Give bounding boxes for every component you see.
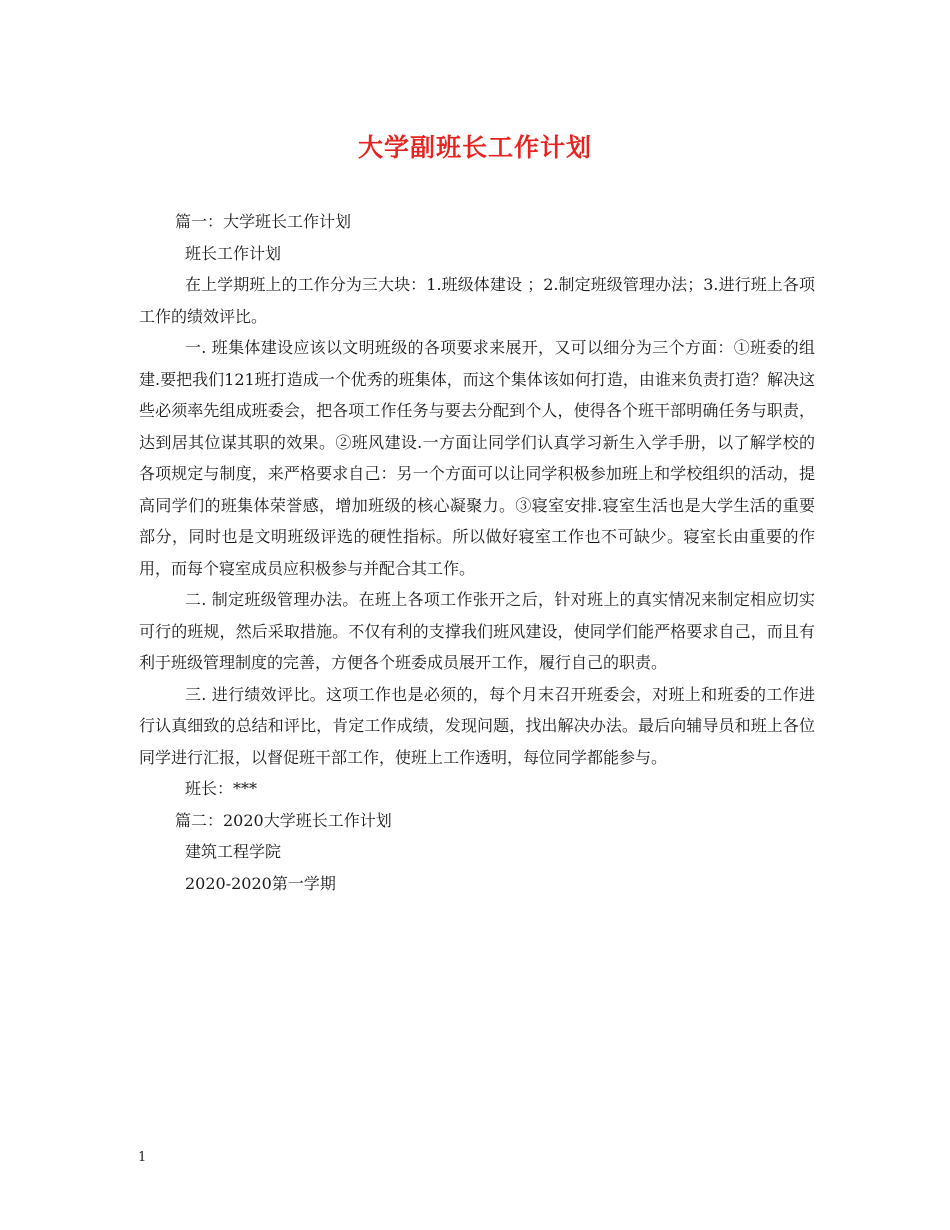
signature-line: 班长：*** [185, 779, 258, 798]
paragraph: 二. 制定班级管理办法。在班上各项工作张开之后，针对班上的真实情况来制定相应切实可行的班规，然后采取措施。不仅有利的支撑我们班风建设，使同学们能严格要求自己，而且有利于班级管理制度的完善，方便各个班委成员展开工作，履行自己的职责。 [139, 590, 815, 672]
document-body [139, 206, 815, 899]
subheading: 班长工作计划 [185, 243, 282, 263]
document-title: 大学副班长工作计划 [357, 133, 592, 162]
page-number: 1 [138, 1150, 147, 1165]
paragraph: 一. 班集体建设应该以文明班级的各项要求来展开，又可以细分为三个方面：①班委的组建.要把我们121班打造成一个优秀的班集体，而这个集体该如何打造，由谁来负责打造？解决这些必须率先组成班委会，把各项工作任务与要去分配到个人，使得各个班干部明确任务与职责，达到居其位谋其职的效果。②班风建设.一方面让同学们认真学习新生入学手册，以了解学校的各项规定与制度，来严格要求自己：另一个方面可以让同学积极参加班上和学校组织的活动，提高同学们的班集体荣誉感，增加班级的核心凝聚力。③寝室安排.寝室生活也是大学生活的重要部分，同时也是文明班级评选的硬性指标。所以做好寝室工作也不可缺少。寝室长由重要的作用，而每个寝室成员应积极参与并配合其工作。 [139, 338, 815, 578]
section-heading: 篇二：2020大学班长工作计划 [175, 810, 392, 830]
subheading: 建筑工程学院 [185, 842, 282, 861]
paragraph: 在上学期班上的工作分为三大块：1.班级体建设 ；2.制定班级管理办法；3.进行班上各项工作的绩效评比。 [139, 275, 815, 326]
section-heading: 篇一：大学班长工作计划 [175, 212, 352, 231]
subheading: 2020-2020第一学期 [185, 873, 336, 893]
paragraph: 三. 进行绩效评比。这项工作也是必须的，每个月末召开班委会，对班上和班委的工作进行认真细致的总结和评比，肯定工作成绩，发现问题，找出解决办法。最后向辅导员和班上各位同学进行汇报，以督促班干部工作，使班上工作透明，每位同学都能参与。 [139, 684, 815, 767]
